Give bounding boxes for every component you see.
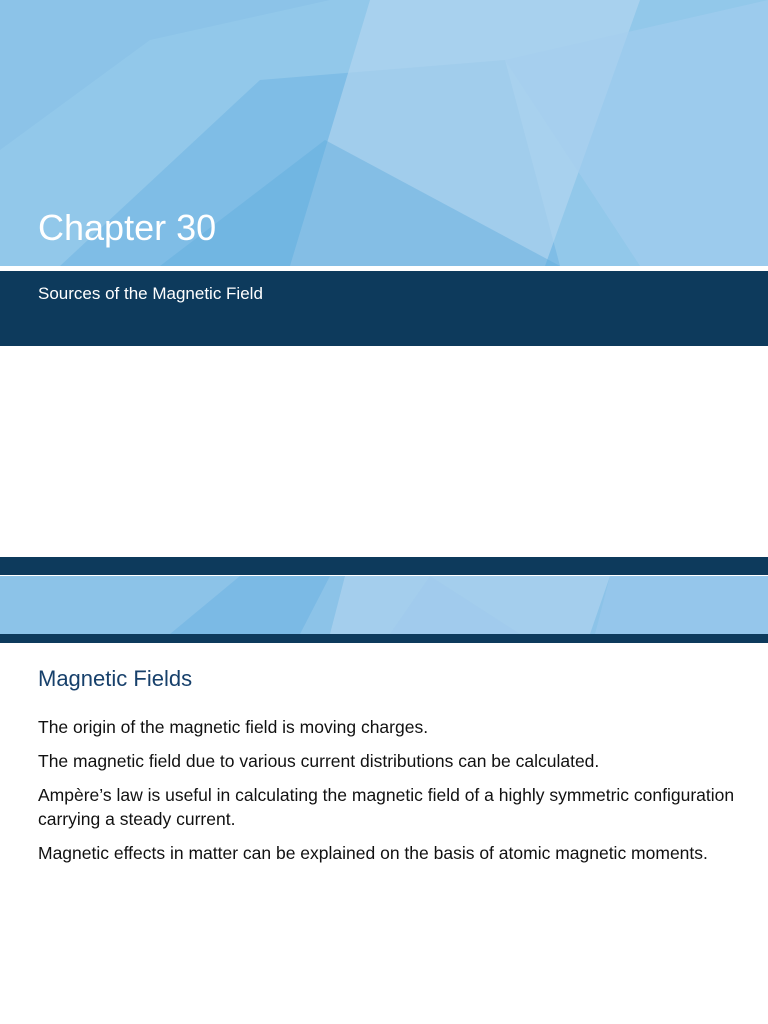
chapter-title: Chapter 30 [38,207,217,248]
slide2-banner-shapes [0,576,768,634]
chapter-subtitle: Sources of the Magnetic Field [38,284,263,303]
subtitle-bar [0,271,768,346]
bullet-item: The magnetic field due to various current distributions can be calculated. [38,751,600,771]
slide2-top-bar [0,557,768,575]
slide2-bottom-bar [0,634,768,643]
title-slide-banner [0,0,768,266]
bullet-item: The origin of the magnetic field is moving charges. [38,717,429,737]
bullet-item: Ampère’s law is useful in calculating the magnetic field of a highly symmetric configuration carrying a steady current. [38,785,735,829]
bullet-list [38,715,738,875]
slide2-banner [0,576,768,634]
bullet-item: Magnetic effects in matter can be explained on the basis of atomic magnetic moments. [38,843,708,863]
section-heading: Magnetic Fields [38,666,193,691]
